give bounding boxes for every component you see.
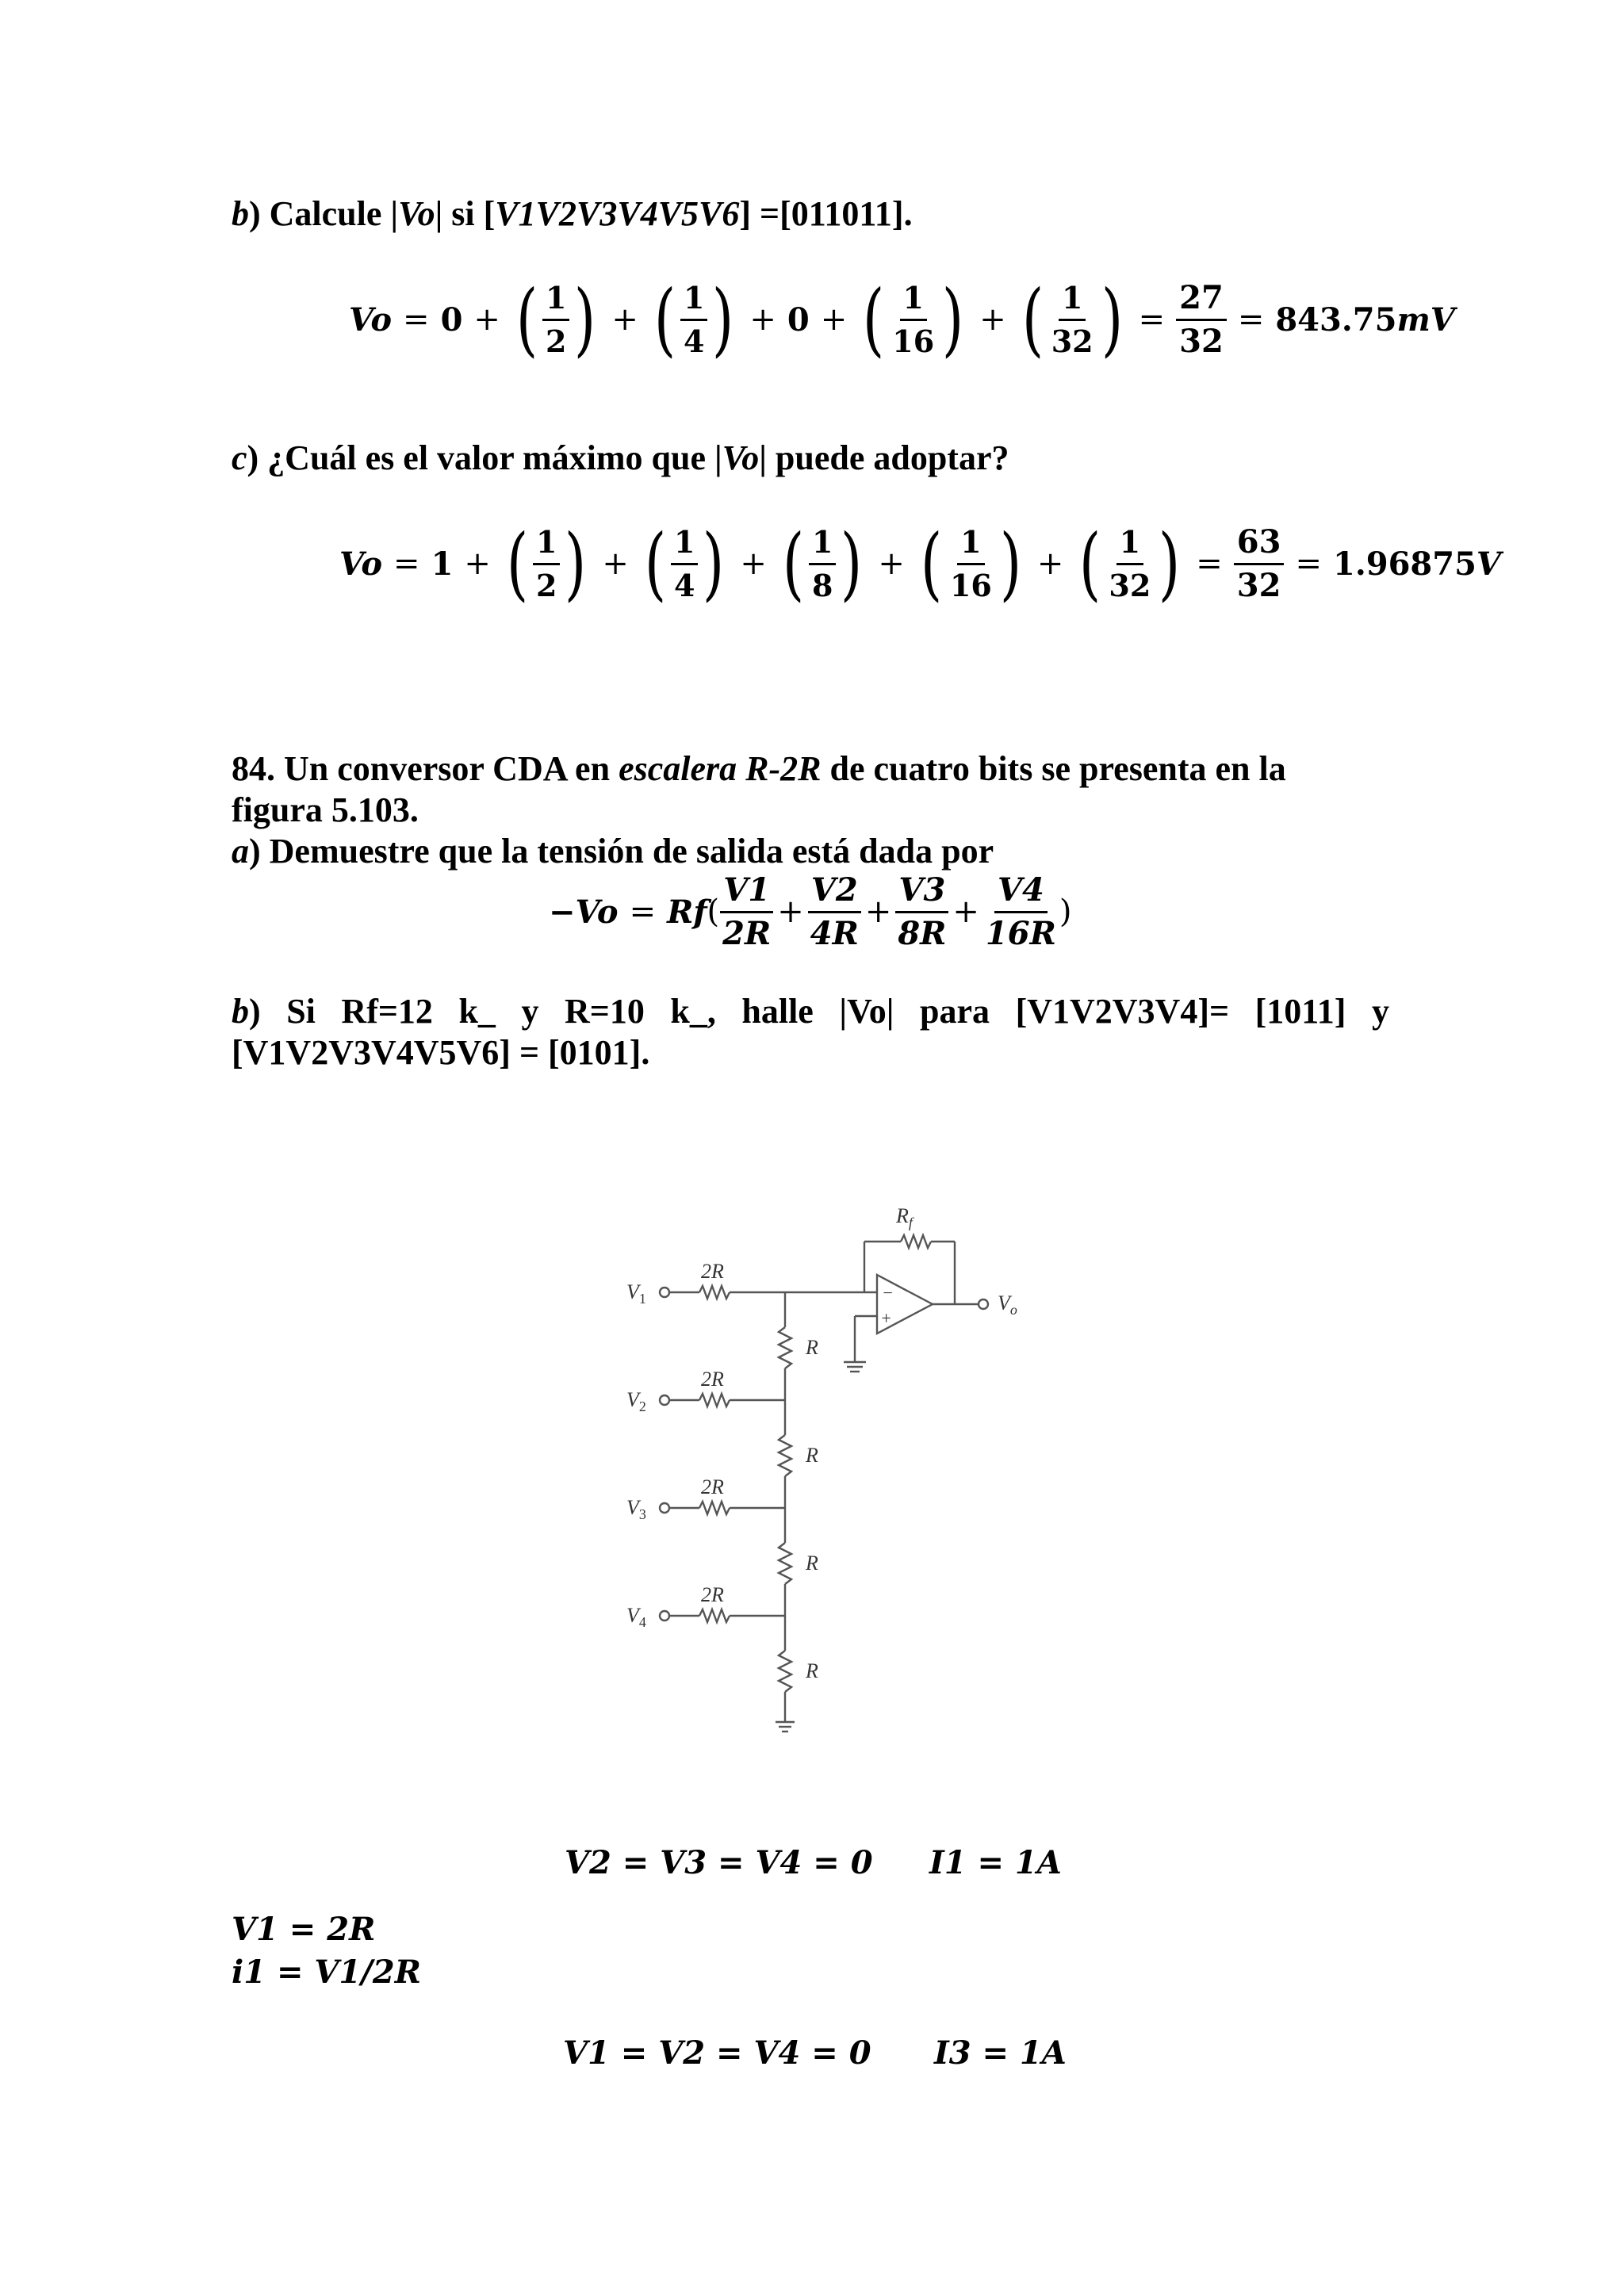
input-v1-label: $V_1$ [626,1280,646,1307]
part-b2-line1: b) Si Rf=12 k_ y R=10 k_, halle |Vo| para [V1V2V3V4]= [1011] y [232,992,1389,1031]
ladder-r-label-4: R [806,1659,818,1682]
problem-84-line2: figura 5.103. [232,790,419,829]
r2r-ladder-circuit [603,1189,1047,1760]
problem-84-line1: 84. Un conversor CDA en escalera R-2R de cuatro bits se presenta en la [232,749,1286,788]
term-half: ( $\frac{1}{2}$ ) [515,273,596,365]
result-value: 843.75 [1275,300,1397,339]
equation-vo-max: Vo = 1 + ( $\frac{1}{2}$ ) + ( $\frac{1}{4}$ ) + ( $\frac{1}{8}$ ) + ( $\frac{1}{16}$ ) + ( $\frac{1}{32}$ ) = $\frac{63}{32}$ = 1.96875 V [339,517,1501,610]
problem-84-line3: a) Demuestre que la tensión de salida está dada por [232,832,994,871]
work-row2: V1 = 2R [232,1911,376,1948]
part-c-prompt: c) ¿Cuál es el valor máximo que |Vo| puede adoptar? [232,438,1009,477]
equation-vo-011011: Vo = 0 + ( $\frac{1}{2}$ ) + ( $\frac{1}{4}$ ) + 0 + ( $\frac{1}{16}$ ) + ( $\frac{1}{32}$ ) = $\frac{27}{32}$ = 843.75 mV [349,273,1455,365]
output-vo-label: $V_o$ [998,1292,1017,1318]
opamp-plus-sign: + [880,1308,892,1328]
resistor-2r-label-2: 2R [701,1368,724,1391]
feedback-rf-label: $R_f$ [896,1204,913,1230]
result-fraction: $\frac{27}{32}$ [1176,282,1227,358]
work-row3: i1 = V1/2R [232,1954,421,1991]
work-row4-left: V1 = V2 = V4 = 0 [563,2034,871,2072]
equation-output-voltage: −Vo = Rf ( $\frac{V1}{2R}$ + $\frac{V2}{4R}$ + $\frac{V3}{8R}$ + $\frac{V4}{16R}$ ) [549,871,1072,952]
result-unit: mV [1396,300,1455,339]
resistor-2r-label-4: 2R [701,1583,724,1606]
ladder-r-label-3: R [806,1552,818,1575]
work-row1-right: I1 = 1A [929,1844,1062,1881]
input-v3-label: $V_3$ [626,1496,646,1522]
ladder-r-label-1: R [806,1336,818,1359]
part-b-label: b [232,194,249,233]
term-thirtysecond: ( $\frac{1}{32}$ ) [1021,273,1123,365]
part-b2-line2: [V1V2V3V4V5V6] = [0101]. [232,1033,650,1072]
opamp-minus-sign: − [882,1283,894,1303]
resistor-2r-label-1: 2R [701,1260,724,1283]
work-row1-left: V2 = V3 = V4 = 0 [565,1844,873,1881]
ladder-r-label-2: R [806,1444,818,1467]
resistor-2r-label-3: 2R [701,1475,724,1498]
term-sixteenth: ( $\frac{1}{16}$ ) [863,273,964,365]
input-v4-label: $V_4$ [626,1604,646,1630]
work-row4-right: I3 = 1A [934,2034,1067,2072]
term-quarter: ( $\frac{1}{4}$ ) [653,273,734,365]
part-b-prompt: b) Calcule |Vo| si [V1V2V3V4V5V6] =[011011]. [232,194,913,233]
input-v2-label: $V_2$ [626,1388,646,1414]
